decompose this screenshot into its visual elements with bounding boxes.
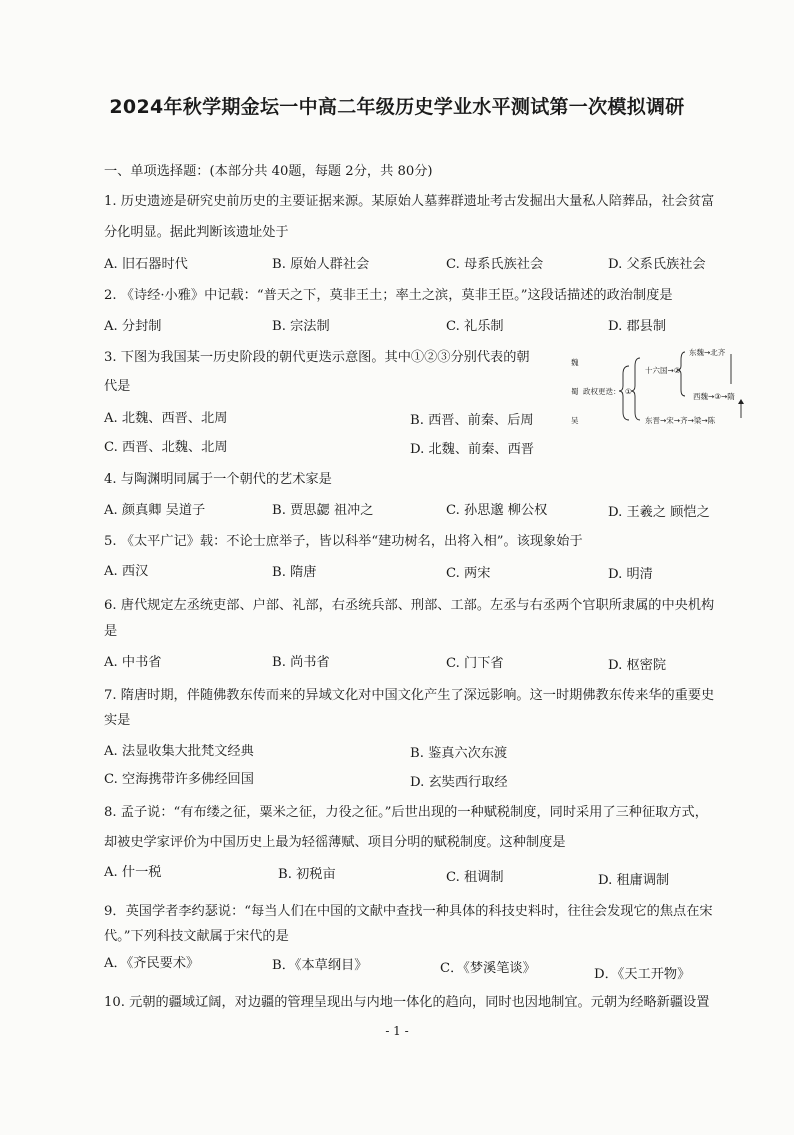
question-2-option-a: A. 分封制 (104, 319, 162, 334)
question-5-stem: 5. 《太平广记》载：不论士庶举子，皆以科举“建功树名，出将入相”。该现象始于 (104, 534, 583, 549)
question-6-option-c: C. 门下省 (446, 656, 504, 671)
question-10-stem: 10. 元朝的疆域辽阔，对边疆的管理呈现出与内地一体化的趋向，同时也因地制宜。元朝为经略新疆设置 (104, 995, 710, 1010)
diagram-label: 政权更迭： (583, 387, 621, 396)
question-5-option-b: B. 隋唐 (272, 565, 317, 580)
question-1-option-d: D. 父系氏族社会 (608, 257, 706, 272)
question-6-stem-line2: 是 (104, 624, 118, 639)
question-4-option-d: D. 王羲之 顾恺之 (608, 505, 710, 520)
question-8-option-b: B. 初税亩 (278, 867, 336, 882)
diagram-east-wei: 东魏→北齐 (689, 348, 726, 357)
question-9-stem-line2: 代。”下列科技文献属于宋代的是 (104, 929, 289, 944)
question-6-option-b: B. 尚书省 (272, 655, 330, 670)
question-9-option-c: C．《梦溪笔谈》 (440, 961, 536, 976)
question-8-stem-line1: 8. 孟子说：“有布缕之征，粟米之征，力役之征。”后世出现的一种赋税制度，同时采用了三种征取方式， (104, 805, 708, 820)
question-6-option-a: A. 中书省 (104, 655, 162, 670)
diagram-wei: 魏 (571, 358, 579, 367)
exam-title: 2024年秋学期金坛一中高二年级历史学业水平测试第一次模拟调研 (109, 96, 685, 118)
question-3-option-d: D. 北魏、前秦、西晋 (410, 442, 534, 457)
diagram-southern-dynasties: 东晋→宋→齐→梁→陈 (645, 416, 716, 425)
question-7-option-d: D. 玄奘西行取经 (410, 775, 508, 790)
diagram-sixteen-kingdoms: 十六国→② (645, 366, 681, 375)
question-8-stem-line2: 却被史学家评价为中国历史上最为轻徭薄赋、项目分明的赋税制度。这种制度是 (104, 835, 566, 850)
question-1-stem-line1: 1. 历史遗迹是研究史前历史的主要证据来源。某原始人墓葬群遗址考古发掘出大量私人陪葬品，社会贫富 (104, 194, 715, 209)
question-1-option-a: A. 旧石器时代 (104, 257, 188, 272)
question-2-option-d: D. 郡县制 (608, 319, 667, 334)
question-2-stem: 2. 《诗经·小雅》中记载：“普天之下，莫非王土；率土之滨，莫非王臣。”这段话描述的政治制度是 (104, 288, 673, 303)
question-4-stem: 4. 与陶渊明同属于一个朝代的艺术家是 (104, 472, 332, 487)
diagram-west-wei: 西魏→③→隋 (693, 392, 735, 401)
section-header: 一、单项选择题：(本部分共 40题，每题 2分，共 80分) (104, 164, 433, 179)
question-9-option-d: D．《天工开物》 (594, 967, 691, 982)
question-7-option-b: B. 鉴真六次东渡 (410, 746, 508, 761)
question-9-stem-line1: 9．英国学者李约瑟说：“每当人们在中国的文献中查找一种具体的科技史料时，往往会发现它的焦点在宋 (104, 904, 713, 919)
question-8-option-d: D. 租庸调制 (598, 873, 670, 888)
question-7-stem-line2: 实是 (104, 713, 131, 728)
dynasty-succession-diagram (563, 346, 785, 436)
question-3-option-b: B. 西晋、前秦、后周 (410, 413, 534, 428)
diagram-wu: 吴 (571, 416, 579, 425)
question-3-stem-line1: 3. 下图为我国某一历史阶段的朝代更迭示意图。其中①②③分别代表的朝 (104, 350, 530, 365)
question-5-option-d: D. 明清 (608, 567, 653, 582)
question-8-option-c: C. 租调制 (446, 870, 504, 885)
question-3-option-a: A. 北魏、西晋、北周 (104, 411, 228, 426)
question-3-option-c: C. 西晋、北魏、北周 (104, 440, 228, 455)
question-7-option-a: A. 法显收集大批梵文经典 (104, 744, 254, 759)
question-5-option-a: A. 西汉 (104, 564, 149, 579)
question-8-option-a: A. 什一税 (104, 865, 162, 880)
question-2-option-c: C. 礼乐制 (446, 319, 504, 334)
question-4-option-c: C. 孙思邈 柳公权 (446, 503, 548, 518)
question-7-option-c: C. 空海携带许多佛经回国 (104, 772, 254, 787)
question-6-option-d: D. 枢密院 (608, 658, 667, 673)
question-5-option-c: C. 两宋 (446, 566, 491, 581)
question-4-option-b: B. 贾思勰 祖冲之 (272, 503, 374, 518)
question-6-stem-line1: 6. 唐代规定左丞统吏部、户部、礼部，右丞统兵部、刑部、工部。左丞与右丞两个官职所隶属的中央机构 (104, 598, 715, 613)
question-9-option-b: B．《本草纲目》 (272, 958, 368, 973)
question-1-stem-line2: 分化明显。据此判断该遗址处于 (104, 225, 289, 240)
question-3-stem-line2: 代是 (104, 379, 131, 394)
question-1-option-c: C. 母系氏族社会 (446, 257, 544, 272)
question-1-option-b: B. 原始人群社会 (272, 257, 370, 272)
diagram-circle-1: ① (625, 387, 632, 396)
question-9-option-a: A．《齐民要术》 (104, 956, 200, 971)
diagram-shu: 蜀 (571, 387, 579, 396)
question-2-option-b: B. 宗法制 (272, 319, 330, 334)
page-number: - 1 - (385, 1024, 409, 1038)
question-4-option-a: A. 颜真卿 吴道子 (104, 503, 206, 518)
question-7-stem-line1: 7. 隋唐时期，伴随佛教东传而来的异域文化对中国文化产生了深远影响。这一时期佛教东传来华的重要史 (104, 688, 715, 703)
